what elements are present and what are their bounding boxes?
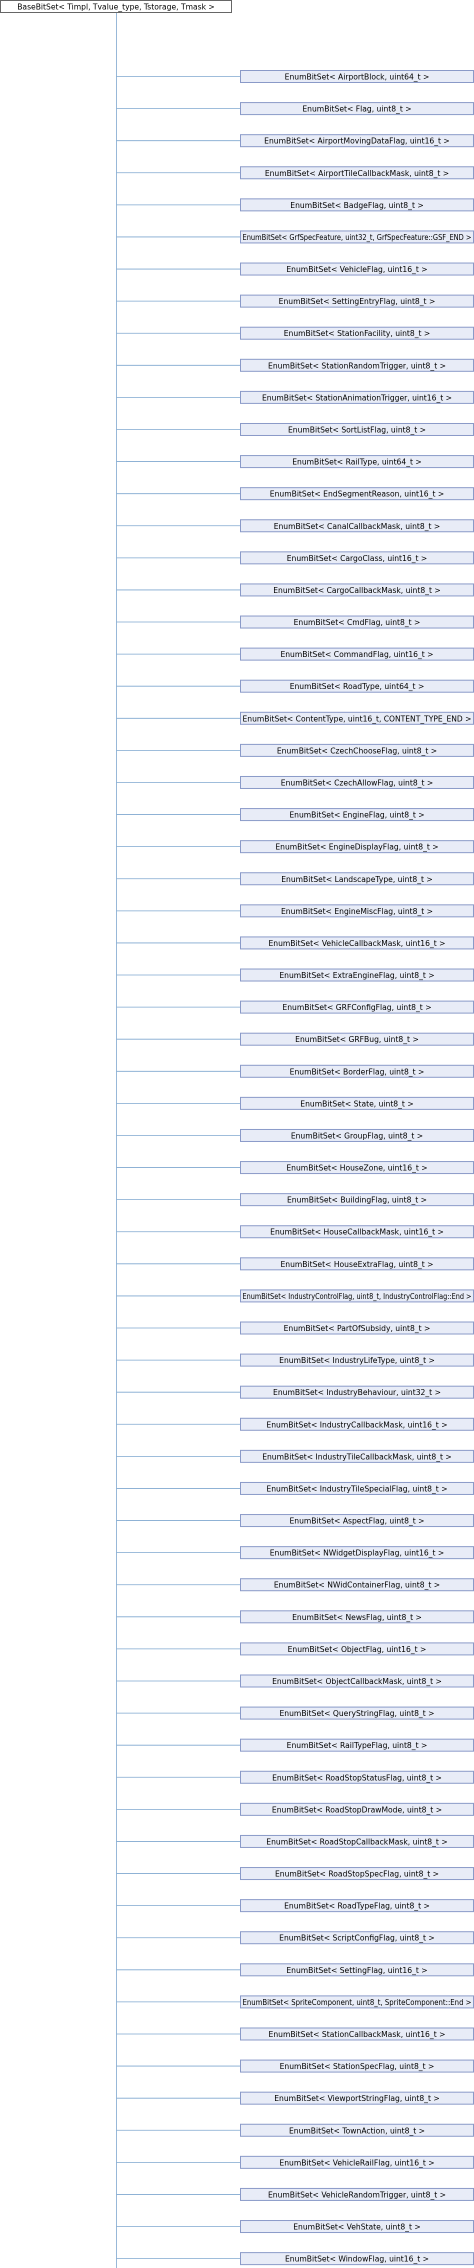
derived-class-label: EnumBitSet< SettingFlag, uint16_t > [286,1965,428,1975]
derived-class-node[interactable] [241,2028,474,2040]
derived-class-node[interactable] [241,905,474,917]
base-class-node[interactable] [1,1,232,13]
derived-class-label: EnumBitSet< ObjectCallbackMask, uint8_t > [272,1677,442,1686]
derived-class-node[interactable] [241,1033,474,1045]
derived-class-node[interactable] [241,295,474,307]
derived-class-node[interactable] [241,1482,474,1494]
derived-class-node[interactable] [241,2060,474,2072]
derived-class-node[interactable] [241,841,474,853]
derived-class-label: EnumBitSet< CzechChooseFlag, uint8_t > [276,746,438,756]
derived-class-node[interactable] [241,616,474,628]
derived-class-node[interactable] [241,1996,474,2008]
derived-class-label: EnumBitSet< GRFConfigFlag, uint8_t > [282,1003,432,1013]
derived-class-label: EnumBitSet< QueryStringFlag, uint8_t > [279,1709,435,1719]
derived-class-node[interactable] [241,1194,474,1206]
derived-class-node[interactable] [241,167,474,179]
derived-class-node[interactable] [241,1579,474,1591]
derived-class-node[interactable] [241,359,474,371]
derived-class-node[interactable] [241,1547,474,1559]
derived-class-label: EnumBitSet< BuildingFlag, uint8_t > [286,1195,428,1205]
derived-class-node[interactable] [241,1001,474,1013]
derived-class-label: EnumBitSet< RoadTypeFlag, uint8_t > [284,1901,430,1911]
derived-class-label: EnumBitSet< ObjectFlag, uint16_t > [287,1644,427,1654]
derived-class-nodes [241,71,474,2268]
derived-class-label: EnumBitSet< NewsFlag, uint8_t > [292,1612,422,1622]
derived-class-label: EnumBitSet< IndustryTileCallbackMask, uint8_t > [262,1452,452,1462]
derived-class-node[interactable] [241,1258,474,1270]
derived-class-label: EnumBitSet< NWidgetDisplayFlag, uint16_t > [269,1548,445,1558]
derived-class-label: EnumBitSet< VehState, uint8_t > [293,2222,421,2232]
derived-class-label: EnumBitSet< VehicleRailFlag, uint16_t > [279,2158,435,2168]
derived-class-node[interactable] [241,263,474,275]
derived-class-label: EnumBitSet< HouseCallbackMask, uint16_t > [270,1227,444,1237]
derived-class-label: EnumBitSet< StationRandomTrigger, uint8_t > [268,361,446,371]
derived-class-label: EnumBitSet< ExtraEngineFlag, uint8_t > [279,971,435,981]
derived-class-node[interactable] [241,2124,474,2136]
derived-class-node[interactable] [241,135,474,147]
derived-class-label: EnumBitSet< VehicleFlag, uint16_t > [286,265,428,275]
derived-class-node[interactable] [241,456,474,468]
derived-class-label: EnumBitSet< AirportMovingDataFlag, uint16_t > [264,136,450,146]
derived-class-label: EnumBitSet< VehicleCallbackMask, uint16_t > [268,938,446,948]
derived-class-node[interactable] [241,1868,474,1880]
derived-class-node[interactable] [241,71,474,83]
derived-class-label: EnumBitSet< CommandFlag, uint16_t > [280,650,434,660]
derived-class-label: EnumBitSet< StationFacility, uint8_t > [283,329,431,339]
derived-class-node[interactable] [241,1739,474,1751]
derived-class-node[interactable] [241,1322,474,1334]
derived-class-label: EnumBitSet< StationAnimationTrigger, uint16_t > [261,393,453,403]
derived-class-node[interactable] [241,1707,474,1719]
derived-class-label: EnumBitSet< SpriteComponent, uint8_t, SpriteComponent::End > [242,1997,472,2007]
derived-class-label: EnumBitSet< CmdFlag, uint8_t > [293,618,421,628]
derived-class-label: EnumBitSet< RoadStopSpecFlag, uint8_t > [274,1869,440,1879]
derived-class-node[interactable] [241,2221,474,2233]
derived-class-label: EnumBitSet< IndustryTileSpecialFlag, uint8_t > [266,1484,448,1494]
derived-class-label: EnumBitSet< HouseExtraFlag, uint8_t > [280,1259,434,1269]
derived-class-node[interactable] [241,2188,474,2200]
derived-class-label: EnumBitSet< BadgeFlag, uint8_t > [290,200,424,210]
derived-class-label: EnumBitSet< EngineFlag, uint8_t > [289,810,425,820]
derived-class-node[interactable] [241,1418,474,1430]
derived-class-node[interactable] [241,1129,474,1141]
derived-class-node[interactable] [241,744,474,756]
derived-class-label: EnumBitSet< AirportTileCallbackMask, uint8_t > [264,168,450,178]
derived-class-label: EnumBitSet< LandscapeType, uint8_t > [281,874,433,884]
derived-class-label: EnumBitSet< IndustryLifeType, uint8_t > [279,1356,435,1366]
derived-class-label: EnumBitSet< ViewportStringFlag, uint8_t > [274,2094,440,2104]
derived-class-label: EnumBitSet< IndustryBehaviour, uint32_t > [273,1388,441,1398]
derived-class-label: EnumBitSet< TownAction, uint8_t > [288,2126,426,2136]
derived-class-label: EnumBitSet< SortListFlag, uint8_t > [287,425,427,435]
derived-class-node[interactable] [241,2156,474,2168]
derived-class-label: EnumBitSet< EngineMiscFlag, uint8_t > [280,906,434,916]
derived-class-label: EnumBitSet< BorderFlag, uint8_t > [289,1067,425,1077]
derived-class-node[interactable] [241,712,474,724]
derived-class-node[interactable] [241,103,474,115]
derived-class-label: EnumBitSet< CargoClass, uint16_t > [286,553,428,563]
derived-class-label: EnumBitSet< RailType, uint64_t > [292,457,422,467]
derived-class-node[interactable] [241,1900,474,1912]
derived-class-label: EnumBitSet< State, uint8_t > [300,1099,414,1109]
derived-class-label: EnumBitSet< GRFBug, uint8_t > [295,1035,419,1045]
derived-class-node[interactable] [241,1771,474,1783]
derived-class-node[interactable] [241,680,474,692]
derived-class-node[interactable] [241,1611,474,1623]
derived-class-label: EnumBitSet< ScriptConfigFlag, uint8_t > [279,1933,435,1943]
derived-class-label: EnumBitSet< VehicleRandomTrigger, uint8_t > [267,2190,447,2200]
derived-class-label: EnumBitSet< SettingEntryFlag, uint8_t > [278,297,436,307]
derived-class-label: EnumBitSet< CzechAllowFlag, uint8_t > [280,778,434,788]
derived-class-node[interactable] [241,648,474,660]
derived-class-label: EnumBitSet< StationCallbackMask, uint16_t > [268,2029,446,2039]
derived-class-node[interactable] [241,1932,474,1944]
derived-class-label: EnumBitSet< RailTypeFlag, uint8_t > [286,1741,428,1751]
derived-class-node[interactable] [241,1643,474,1655]
derived-class-label: EnumBitSet< HouseZone, uint16_t > [286,1163,428,1173]
derived-class-label: EnumBitSet< PartOfSubsidy, uint8_t > [283,1324,431,1334]
derived-class-node[interactable] [241,1097,474,1109]
derived-class-node[interactable] [241,1835,474,1847]
derived-class-label: EnumBitSet< CanalCallbackMask, uint8_t > [273,521,441,531]
derived-class-node[interactable] [241,584,474,596]
derived-class-node[interactable] [241,552,474,564]
derived-class-node[interactable] [241,2092,474,2104]
derived-class-node[interactable] [241,1675,474,1687]
derived-class-node[interactable] [241,2253,474,2265]
derived-class-node[interactable] [241,488,474,500]
base-class-label: BaseBitSet< Timpl, Tvalue_type, Tstorage, Tmask > [17,2,215,12]
derived-class-node[interactable] [241,423,474,435]
derived-class-label: EnumBitSet< WindowFlag, uint16_t > [284,2254,430,2264]
derived-class-node[interactable] [241,231,474,243]
derived-class-node[interactable] [241,1964,474,1976]
derived-class-label: EnumBitSet< GrfSpecFeature, uint32_t, GrfSpecFeature::GSF_END > [242,232,472,242]
derived-class-label: EnumBitSet< AirportBlock, uint64_t > [284,72,430,82]
derived-class-node[interactable] [241,1354,474,1366]
derived-class-node[interactable] [241,520,474,532]
derived-class-node[interactable] [241,1515,474,1527]
derived-class-label: EnumBitSet< RoadStopDrawMode, uint8_t > [271,1805,443,1815]
derived-class-node[interactable] [241,1803,474,1815]
derived-class-node[interactable] [241,776,474,788]
derived-class-label: EnumBitSet< IndustryCallbackMask, uint16_t > [266,1420,448,1430]
derived-class-node[interactable] [241,1386,474,1398]
derived-class-node[interactable] [241,1162,474,1174]
derived-class-label: EnumBitSet< NWidContainerFlag, uint8_t > [273,1580,441,1590]
derived-class-label: EnumBitSet< EngineDisplayFlag, uint8_t > [275,842,439,852]
derived-class-label: EnumBitSet< Flag, uint8_t > [302,104,412,114]
derived-class-label: EnumBitSet< RoadStopStatusFlag, uint8_t > [272,1773,442,1783]
derived-class-node[interactable] [241,969,474,981]
derived-class-node[interactable] [241,1065,474,1077]
derived-class-label: EnumBitSet< RoadType, uint64_t > [289,682,425,692]
derived-class-node[interactable] [241,327,474,339]
derived-class-node[interactable] [241,199,474,211]
derived-class-node[interactable] [241,937,474,949]
derived-class-node[interactable] [241,1450,474,1462]
derived-class-node[interactable] [241,1226,474,1238]
derived-class-label: EnumBitSet< CargoCallbackMask, uint8_t > [273,585,441,595]
derived-class-label: EnumBitSet< AspectFlag, uint8_t > [289,1516,425,1526]
derived-class-label: EnumBitSet< RoadStopCallbackMask, uint8_t > [266,1837,448,1847]
derived-class-label: EnumBitSet< StationSpecFlag, uint8_t > [279,2062,435,2072]
derived-class-label: EnumBitSet< IndustryControlFlag, uint8_t, IndustryControlFlag::End > [242,1291,472,1301]
derived-class-label: EnumBitSet< ContentType, uint16_t, CONTENT_TYPE_END > [242,714,472,724]
derived-class-node[interactable] [241,809,474,821]
inheritance-edges [117,13,241,2268]
derived-class-node[interactable] [241,1290,474,1302]
derived-class-node[interactable] [241,391,474,403]
derived-class-label: EnumBitSet< EndSegmentReason, uint16_t > [269,489,445,499]
derived-class-label: EnumBitSet< GroupFlag, uint8_t > [290,1131,424,1141]
derived-class-node[interactable] [241,873,474,885]
